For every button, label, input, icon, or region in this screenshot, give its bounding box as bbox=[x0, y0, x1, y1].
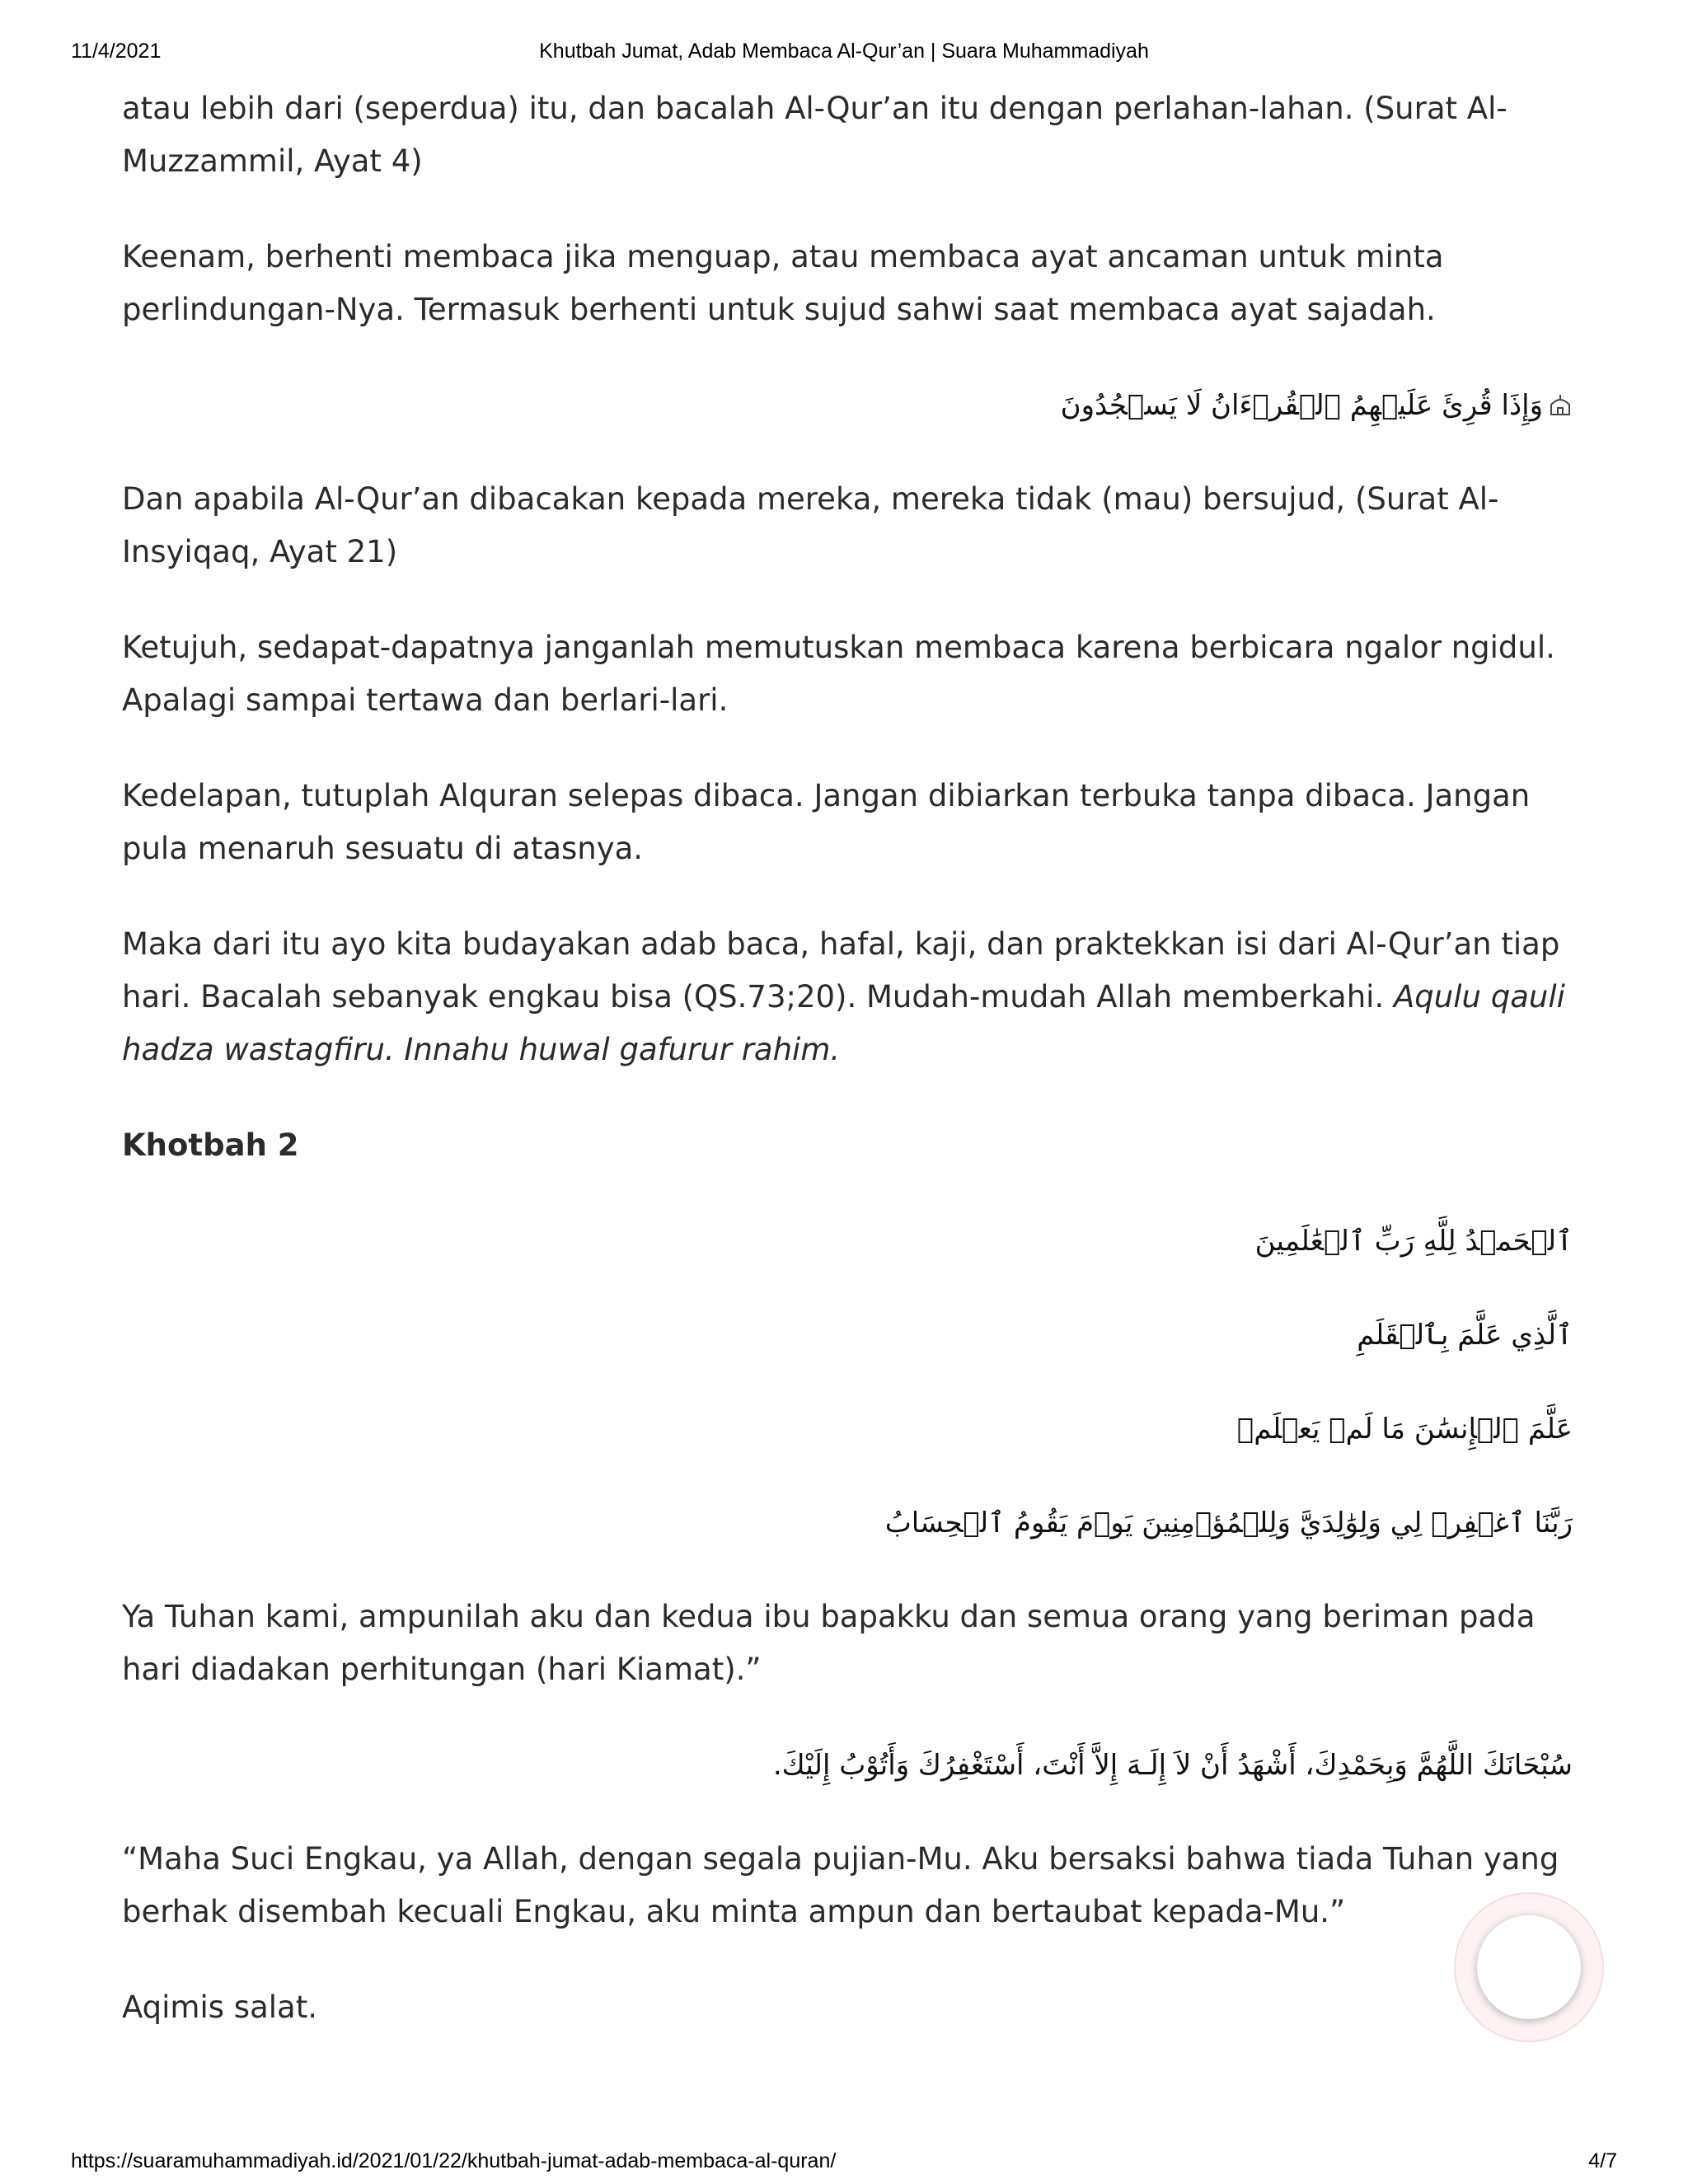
arabic-line-alhamdu: ٱلۡحَمۡدُ لِلَّهِ رَبِّ ٱلۡعَٰلَمِينَ bbox=[1254, 1225, 1573, 1258]
arabic-line-allamal-insan: عَلَّمَ ٱلۡإِنسَٰنَ مَا لَمۡ يَعۡلَمۡ bbox=[1236, 1413, 1573, 1446]
arabic-line-rabbanaghfirli: رَبَّنَا ٱغۡفِرۡ لِي وَلِوَٰلِدَيَّ وَلِلۡمُؤۡمِنِينَ يَوۡمَ يَقُومُ ٱلۡحِسَابُ bbox=[884, 1507, 1573, 1540]
page-url: https://suaramuhammadiyah.id/2021/01/22/khutbah-jumat-adab-membaca-al-quran/ bbox=[71, 2149, 837, 2172]
article-body bbox=[122, 82, 1573, 2077]
arabic-line-allamal-qalam: ٱلَّذِي عَلَّمَ بِٱلۡقَلَمِ bbox=[1357, 1319, 1573, 1352]
arabic-line-kaffaratul-majlis: سُبْحَانَكَ اللَّهُمَّ وَبِحَمْدِكَ، أَشْهَدُ أَنْ لاَ إِلَـهَ إِلاَّ أَنْتَ، أَسْتَغْفِرُكَ وَأَتُوْبُ إِلَيْكَ. bbox=[772, 1749, 1573, 1782]
print-header bbox=[0, 40, 1688, 69]
floating-action-button-face[interactable] bbox=[1477, 1915, 1581, 2019]
print-date: 11/4/2021 bbox=[71, 40, 162, 63]
page-title: Khutbah Jumat, Adab Membaca Al-Qur’an | Suara Muhammadiyah bbox=[539, 40, 1149, 63]
paragraph-penutup bbox=[122, 918, 1573, 1076]
page-number: 4/7 bbox=[1588, 2149, 1617, 2172]
arabic-verse-sajdah bbox=[122, 379, 1573, 432]
paragraph-surat-al-insyiqaq: Dan apabila Al-Qur’an dibacakan kepada mereka, mereka tidak (mau) bersujud, (Surat Al-Insyiqaq, Ayat 21) bbox=[122, 481, 1499, 569]
paragraph-surat-al-muzzammil: atau lebih dari (seperdua) itu, dan bacalah Al-Qur’an itu dengan perlahan-lahan. (Surat Al-Muzzammil, Ayat 4) bbox=[122, 91, 1507, 179]
sajdah-mark-icon bbox=[1548, 393, 1573, 418]
paragraph-aqimis-salat: Aqimis salat. bbox=[122, 1990, 317, 2025]
paragraph-penutup-italic: Aqulu qauli hadza wastagfiru. Innahu huwal gafurur rahim. bbox=[122, 979, 1565, 1067]
paragraph-ketujuh: Ketujuh, sedapat-dapatnya janganlah memutuskan membaca karena berbicara ngalor ngidul. Apalagi sampai tertawa dan berlari-lari. bbox=[122, 630, 1555, 718]
paragraph-doa-translation: Ya Tuhan kami, ampunilah aku dan kedua ibu bapakku dan semua orang yang beriman pada hari diadakan perhitungan (hari Kiamat).” bbox=[122, 1599, 1536, 1687]
floating-action-button[interactable] bbox=[1456, 1894, 1602, 2041]
paragraph-keenam: Keenam, berhenti membaca jika menguap, atau membaca ayat ancaman untuk minta perlindungan-Nya. Termasuk berhenti untuk sujud sahwi saat membaca ayat sajadah. bbox=[122, 239, 1444, 327]
paragraph-penutup-text: Maka dari itu ayo kita budayakan adab baca, hafal, kaji, dan praktekkan isi dari Al-Qur’an tiap hari. Bacalah sebanyak engkau bisa (QS.73;20). Mudah-mudah Allah memberkahi. bbox=[122, 926, 1560, 1015]
arabic-verse-text: وَإِذَا قُرِئَ عَلَيۡهِمُ ٱلۡقُرۡءَانُ لَا يَسۡجُدُونَ bbox=[1060, 389, 1543, 422]
paragraph-kedelapan: Kedelapan, tutuplah Alquran selepas dibaca. Jangan dibiarkan terbuka tanpa dibaca. Jangan pula menaruh sesuatu di atasnya. bbox=[122, 778, 1531, 866]
print-footer bbox=[0, 2149, 1688, 2179]
paragraph-maha-suci: “Maha Suci Engkau, ya Allah, dengan segala pujian-Mu. Aku bersaksi bahwa tiada Tuhan yang berhak disembah kecuali Engkau, aku minta ampun dan bertaubat kepada-Mu.” bbox=[122, 1841, 1559, 1929]
section-heading-khotbah-2: Khotbah 2 bbox=[122, 1127, 299, 1163]
